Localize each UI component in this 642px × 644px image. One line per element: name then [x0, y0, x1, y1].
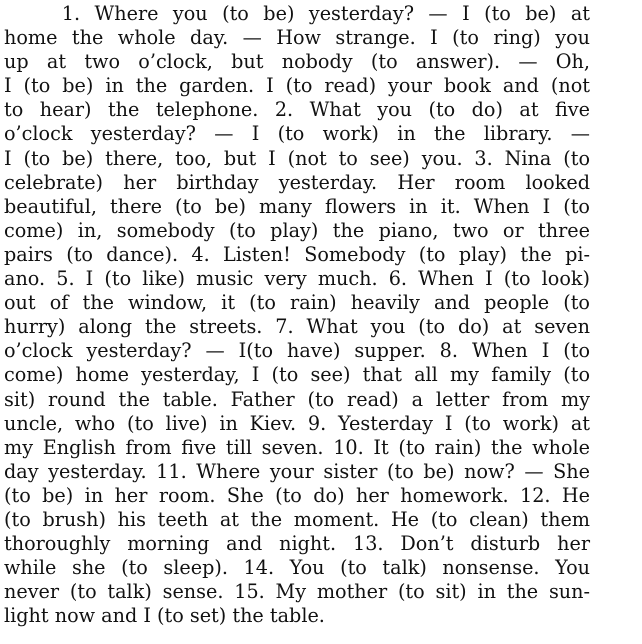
text-line: up at two o’clock, but nobody (to answer). — Oh,	[4, 50, 590, 74]
text-line: beautiful, there (to be) many flowers in it. When I (to	[4, 194, 590, 218]
text-line: home the whole day. — How strange. I (to ring) you	[4, 26, 590, 50]
text-line: celebrate) her birthday yesterday. Her room looked	[4, 170, 590, 194]
text-line: pairs (to dance). 4. Listen! Somebody (to play) the pi-	[4, 242, 590, 266]
text-line: I (to be) in the garden. I (to read) your book and (not	[4, 74, 590, 98]
text-line: ano. 5. I (to like) music very much. 6. When I (to look)	[4, 267, 590, 291]
text-line: thoroughly morning and night. 13. Don’t disturb her	[4, 532, 590, 556]
text-line: uncle, who (to live) in Kiev. 9. Yesterday I (to work) at	[4, 411, 590, 435]
text-line: to hear) the telephone. 2. What you (to do) at five	[4, 98, 590, 122]
text-line: sit) round the table. Father (to read) a letter from my	[4, 387, 590, 411]
text-line: never (to talk) sense. 15. My mother (to sit) in the sun-	[4, 580, 590, 604]
text-line: I (to be) there, too, but I (not to see) you. 3. Nina (to	[4, 146, 590, 170]
text-line: day yesterday. 11. Where your sister (to be) now? — She	[4, 459, 590, 483]
text-line: come) in, somebody (to play) the piano, two or three	[4, 218, 590, 242]
exercise-text	[4, 2, 590, 628]
text-line: light now and I (to set) the table.	[4, 604, 325, 628]
text-line: out of the window, it (to rain) heavily and people (to	[4, 291, 590, 315]
text-line: o’clock yesterday? — I(to have) supper. 8. When I (to	[4, 339, 590, 363]
text-line: (to brush) his teeth at the moment. He (to clean) them	[4, 507, 590, 531]
text-line: (to be) in her room. She (to do) her homework. 12. He	[4, 483, 590, 507]
text-line: come) home yesterday, I (to see) that all my family (to	[4, 363, 590, 387]
text-line: o’clock yesterday? — I (to work) in the library. —	[4, 122, 590, 146]
text-line: hurry) along the streets. 7. What you (to do) at seven	[4, 315, 590, 339]
text-line: my English from five till seven. 10. It (to rain) the whole	[4, 435, 590, 459]
text-line: while she (to sleep). 14. You (to talk) nonsense. You	[4, 556, 590, 580]
text-line: 1. Where you (to be) yesterday? — I (to be) at	[4, 2, 590, 25]
